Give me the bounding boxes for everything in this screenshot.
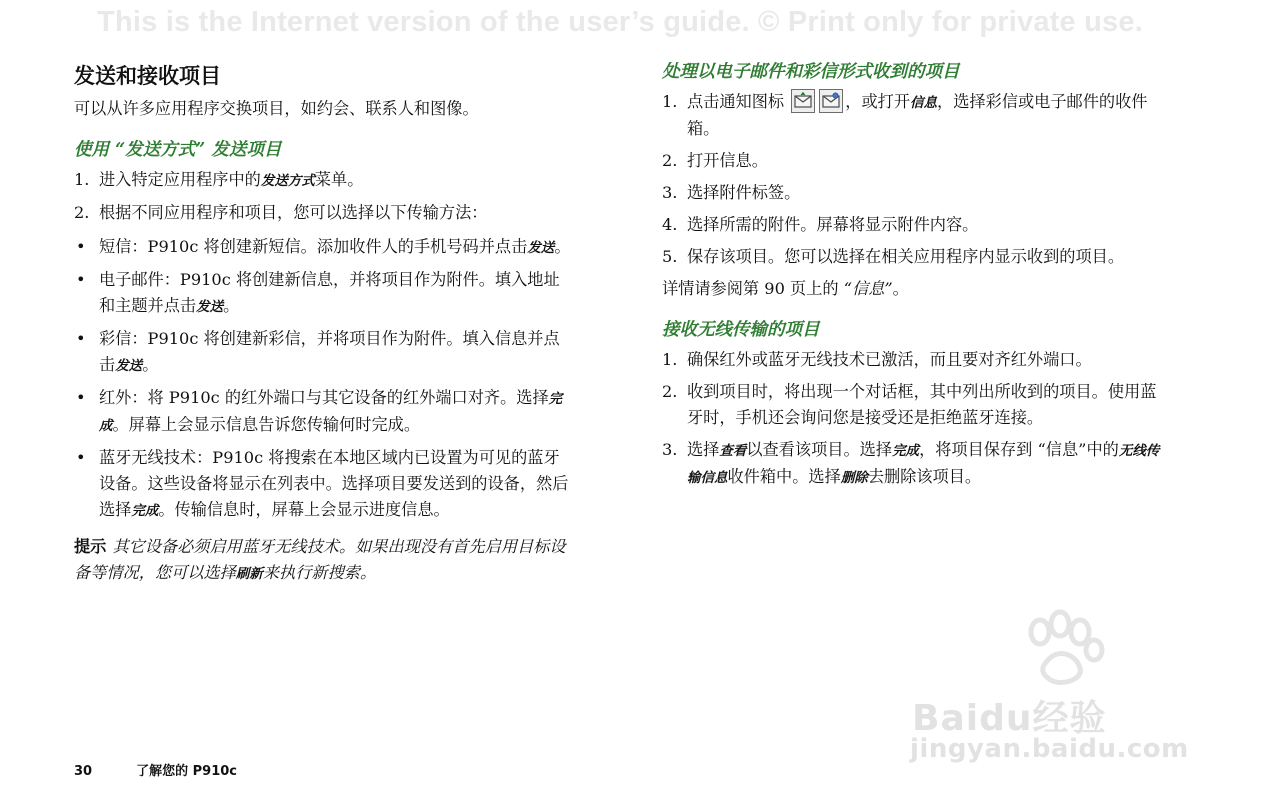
list-item bbox=[74, 267, 574, 320]
list-item bbox=[662, 347, 1167, 373]
list-item bbox=[662, 244, 1167, 270]
bullet-text: 彩信：P910c 将创建新彩信，并将项目作为附件。填入信息并点击 bbox=[99, 329, 560, 374]
step-text: 点击通知图标 bbox=[687, 92, 785, 111]
step-number: 2. bbox=[662, 382, 678, 401]
page-number: 30 bbox=[74, 764, 93, 779]
tip-label: 提示 bbox=[74, 537, 107, 556]
footer-title: 了解您的 P910c bbox=[136, 764, 237, 779]
bullet: • bbox=[76, 388, 86, 407]
menu-keyword: 发送方式 bbox=[260, 173, 315, 189]
bullet-text: 。 bbox=[554, 237, 571, 256]
transfer-methods-list bbox=[74, 234, 574, 524]
step-text: ，选择彩信或电子邮件的收件箱。 bbox=[687, 92, 1148, 138]
bullet-text: 。传输信息时，屏幕上会显示进度信息。 bbox=[158, 500, 450, 519]
page-footer bbox=[74, 760, 237, 779]
list-item bbox=[662, 379, 1167, 431]
step-text: 收到项目时，将出现一个对话框，其中列出所收到的项目。使用蓝牙时，手机还会询问您是接受还是拒绝蓝牙连接。 bbox=[687, 382, 1157, 427]
section-send-title: 使用 “发送方式” 发送项目 bbox=[74, 140, 282, 160]
tip-box bbox=[74, 534, 574, 587]
mail-notification-icon[interactable] bbox=[791, 89, 815, 113]
mms-notification-icon[interactable] bbox=[819, 89, 843, 113]
step-number: 2. bbox=[74, 203, 90, 222]
step-number: 5. bbox=[662, 247, 678, 266]
bullet-text: 红外：将 P910c 的红外端口与其它设备的红外端口对齐。选择 bbox=[99, 388, 549, 407]
step-text: 选择所需的附件。屏幕将显示附件内容。 bbox=[687, 215, 979, 234]
menu-keyword: 刷新 bbox=[235, 566, 263, 582]
bullet: • bbox=[76, 329, 86, 348]
list-item bbox=[662, 148, 1167, 174]
list-item bbox=[74, 445, 574, 524]
wireless-steps-list bbox=[662, 347, 1167, 491]
step-text: 进入特定应用程序中的 bbox=[99, 170, 261, 189]
list-item bbox=[74, 385, 574, 439]
tip-text: 来执行新搜索。 bbox=[262, 563, 377, 582]
step-text: 菜单。 bbox=[314, 170, 364, 189]
bullet: • bbox=[76, 237, 86, 256]
bullet-text: 短信：P910c 将创建新短信。添加收件人的手机号码并点击 bbox=[99, 237, 528, 256]
bullet: • bbox=[76, 270, 86, 289]
step-number: 1. bbox=[662, 350, 678, 369]
step-number: 3. bbox=[662, 183, 678, 202]
menu-keyword: 完成 bbox=[131, 503, 159, 519]
menu-keyword: 完成 bbox=[99, 391, 563, 434]
menu-keyword: 删除 bbox=[840, 470, 868, 486]
step-text: 以查看该项目。选择 bbox=[746, 440, 893, 459]
menu-keyword: 发送 bbox=[527, 240, 555, 256]
step-number: 4. bbox=[662, 215, 678, 234]
intro-text: 可以从许多应用程序交换项目，如约会、联系人和图像。 bbox=[74, 99, 479, 118]
step-text: 去删除该项目。 bbox=[867, 467, 982, 486]
bullet-text: 。屏幕上会显示信息告诉您传输何时完成。 bbox=[112, 415, 421, 434]
bullet-text: 。 bbox=[223, 296, 240, 315]
right-column bbox=[662, 58, 1167, 497]
send-steps-list bbox=[74, 167, 574, 226]
left-column bbox=[74, 58, 574, 587]
step-text: 确保红外或蓝牙无线技术已激活，而且要对齐红外端口。 bbox=[687, 350, 1092, 369]
private-use-banner: This is the Internet version of the user’s guide. © Print only for private use. bbox=[97, 6, 1143, 38]
step-number: 3. bbox=[662, 440, 678, 459]
menu-keyword: 信息 bbox=[910, 95, 938, 111]
bullet-text: 电子邮件：P910c 将创建新信息，并将项目作为附件。填入地址和主题并点击 bbox=[99, 270, 560, 315]
bullet-text: 蓝牙无线技术：P910c 将搜索在本地区域内已设置为可见的蓝牙设备。这些设备将显示在列表中。选择项目要发送到的设备，然后选择 bbox=[99, 448, 569, 519]
ref-text: 。 bbox=[892, 279, 909, 298]
bullet-text: 。 bbox=[142, 355, 159, 374]
step-number: 1. bbox=[74, 170, 90, 189]
step-text: 保存该项目。您可以选择在相关应用程序内显示收到的项目。 bbox=[687, 247, 1125, 266]
reference-text bbox=[662, 276, 1167, 302]
step-number: 2. bbox=[662, 151, 678, 170]
list-item bbox=[662, 212, 1167, 238]
step-text: 选择附件标签。 bbox=[687, 183, 801, 202]
menu-keyword: 完成 bbox=[892, 443, 920, 459]
menu-keyword: 无线传输信息 bbox=[687, 443, 1160, 486]
watermark-brand: Baidu经验 bbox=[912, 698, 1107, 739]
tip-text: 其它设备必须启用蓝牙无线技术。如果出现没有首先启用目标设备等情况，您可以选择 bbox=[74, 537, 566, 582]
list-item bbox=[662, 180, 1167, 206]
step-text: 选择 bbox=[687, 440, 720, 459]
list-item bbox=[662, 89, 1167, 142]
menu-keyword: 查看 bbox=[719, 443, 747, 459]
ref-link[interactable]: “信息” bbox=[843, 279, 893, 298]
page-title: 发送和接收项目 bbox=[74, 64, 221, 88]
step-text: 打开信息。 bbox=[687, 151, 768, 170]
received-steps-list bbox=[662, 89, 1167, 270]
list-item bbox=[662, 437, 1167, 491]
step-number: 1. bbox=[662, 92, 678, 111]
list-item bbox=[74, 326, 574, 379]
list-item bbox=[74, 234, 574, 261]
step-text: ，或打开 bbox=[845, 92, 911, 111]
menu-keyword: 发送 bbox=[196, 299, 224, 315]
section-received-title: 处理以电子邮件和彩信形式收到的项目 bbox=[662, 62, 960, 82]
section-wireless-title: 接收无线传输的项目 bbox=[662, 320, 820, 340]
watermark-url: jingyan.baidu.com bbox=[910, 734, 1189, 764]
menu-keyword: 发送 bbox=[115, 358, 143, 374]
list-item bbox=[74, 200, 574, 226]
bullet: • bbox=[76, 448, 86, 467]
ref-text: 详情请参阅第 90 页上的 bbox=[662, 279, 844, 298]
list-item bbox=[74, 167, 574, 194]
step-text: ，将项目保存到 “信息”中的 bbox=[919, 440, 1119, 459]
step-text: 收件箱中。选择 bbox=[727, 467, 841, 486]
step-text: 根据不同应用程序和项目，您可以选择以下传输方法： bbox=[99, 203, 488, 222]
